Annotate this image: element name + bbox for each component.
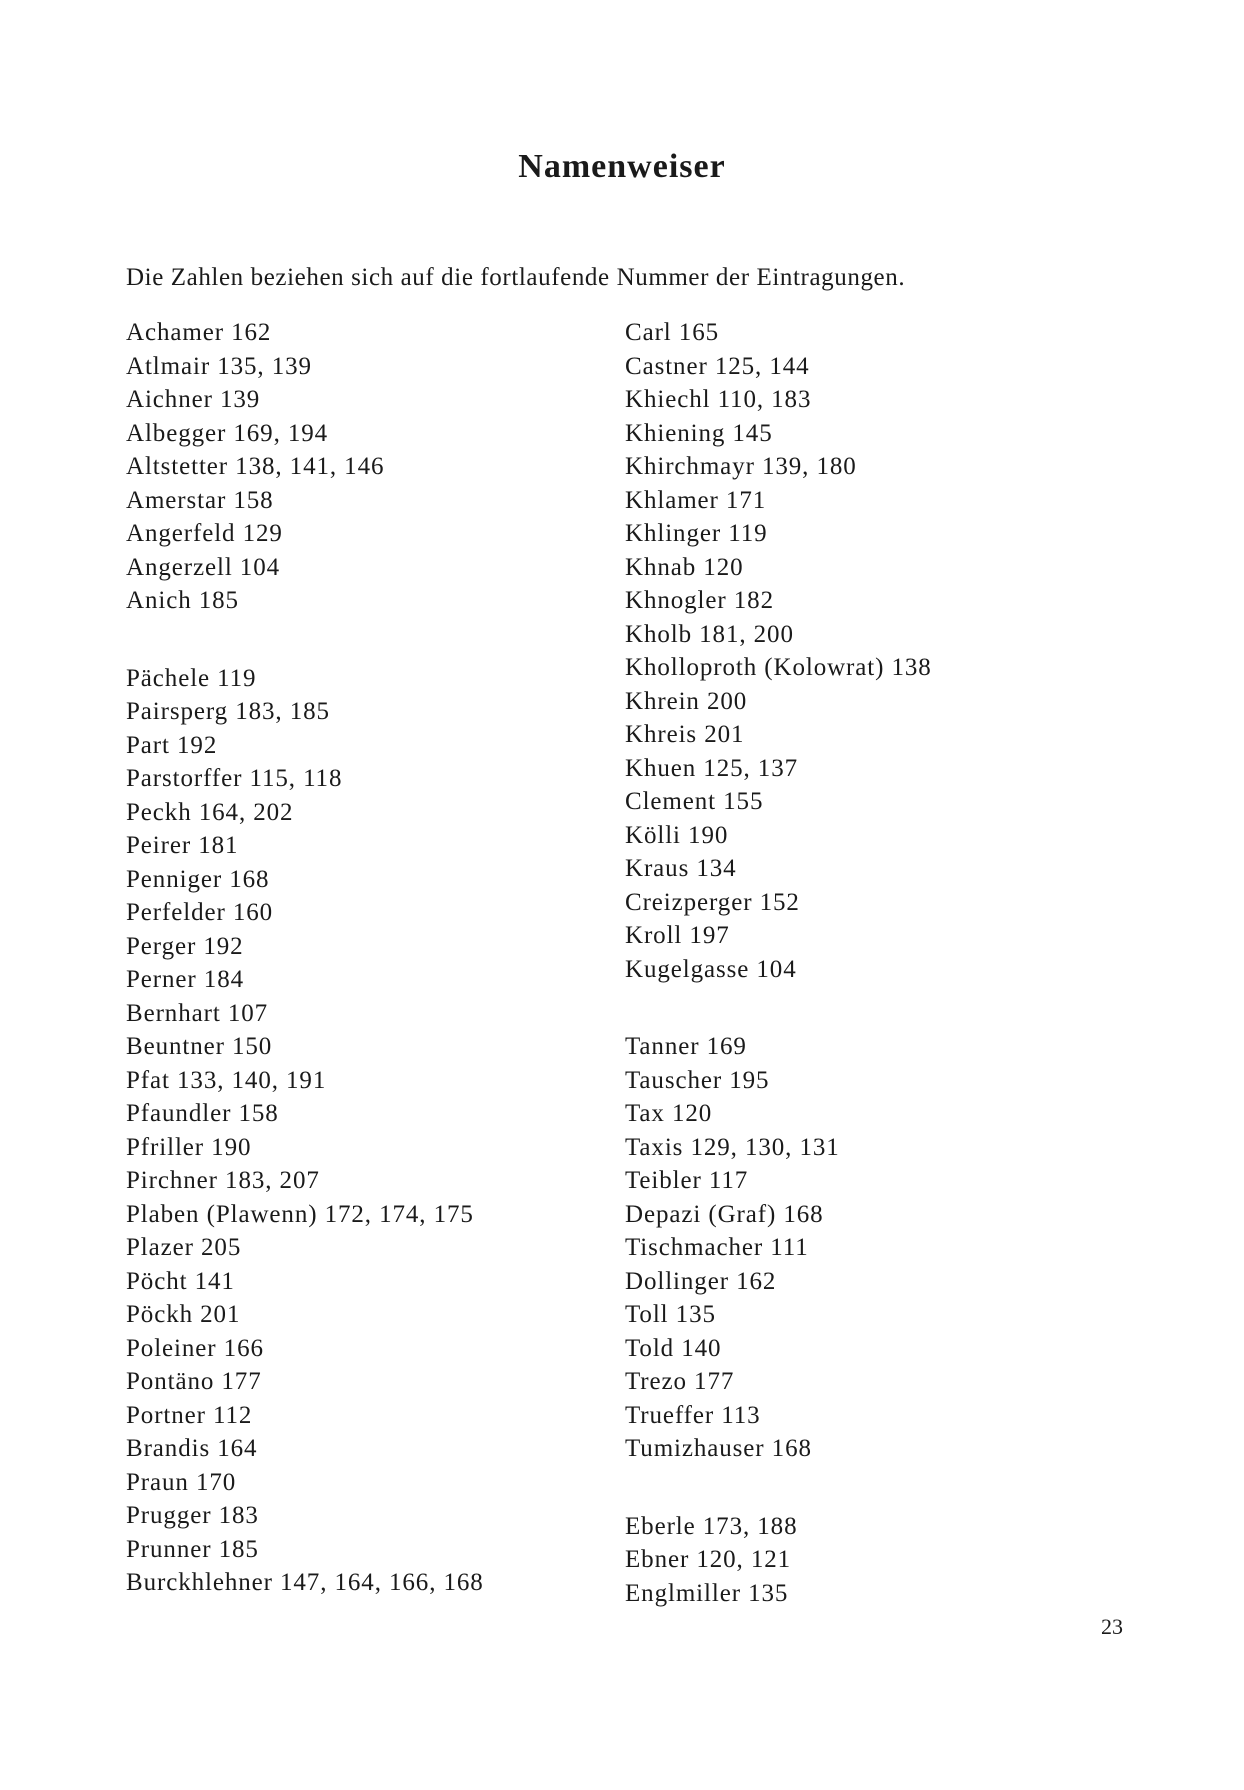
page-title: Namenweiser xyxy=(518,148,726,185)
index-group xyxy=(126,662,606,1600)
index-entry: Amerstar 158 xyxy=(126,486,274,514)
index-entry: Albegger 169, 194 xyxy=(126,419,329,447)
index-entry: Atlmair 135, 139 xyxy=(126,352,312,380)
index-entry: Teibler 117 xyxy=(625,1167,749,1194)
index-entry: Pfaundler 158 xyxy=(126,1100,279,1127)
index-entry: Peckh 164, 202 xyxy=(126,798,294,826)
index-entry: Ebner 120, 121 xyxy=(625,1546,792,1573)
index-entry: Told 140 xyxy=(625,1334,722,1362)
page-number: 23 xyxy=(1101,1614,1123,1639)
intro-text: Die Zahlen beziehen sich auf die fortlaufende Nummer der Eintragungen. xyxy=(126,264,906,291)
index-entry: Englmiller 135 xyxy=(625,1579,789,1607)
index-entry: Praun 170 xyxy=(126,1468,237,1496)
index-group xyxy=(126,316,606,618)
index-entry: Plaben (Plawenn) 172, 174, 175 xyxy=(126,1200,474,1228)
index-entry: Depazi (Graf) 168 xyxy=(625,1200,824,1228)
index-entry: Aichner 139 xyxy=(126,386,261,413)
index-entry: Tumizhauser 168 xyxy=(625,1435,812,1462)
index-entry: Pairsperg 183, 185 xyxy=(126,698,330,725)
index-entry: Pontäno 177 xyxy=(126,1368,262,1395)
index-group xyxy=(625,1510,1185,1611)
index-entry: Khnab 120 xyxy=(625,553,744,581)
index-entry: Creizperger 152 xyxy=(625,888,800,916)
index-entry: Khreis 201 xyxy=(625,721,745,748)
index-entry: Anich 185 xyxy=(126,587,239,614)
index-entry: Taxis 129, 130, 131 xyxy=(625,1133,840,1161)
index-entry: Brandis 164 xyxy=(126,1435,258,1462)
index-entry: Pirchner 183, 207 xyxy=(126,1167,320,1194)
index-entry: Kholloproth (Kolowrat) 138 xyxy=(625,654,932,681)
index-entry: Peirer 181 xyxy=(126,832,239,859)
index-entry: Parstorffer 115, 118 xyxy=(126,765,343,792)
index-entry: Bernhart 107 xyxy=(126,999,269,1027)
index-entry: Trueffer 113 xyxy=(625,1401,761,1429)
index-entry: Plazer 205 xyxy=(126,1234,242,1261)
group-gap xyxy=(126,618,606,662)
index-entry: Castner 125, 144 xyxy=(625,352,810,380)
group-gap xyxy=(625,1466,1185,1510)
index-entry: Tauscher 195 xyxy=(625,1066,770,1094)
index-entry: Prunner 185 xyxy=(126,1535,259,1563)
index-group xyxy=(625,316,1185,986)
index-entry: Kroll 197 xyxy=(625,922,730,949)
index-entry: Beuntner 150 xyxy=(126,1033,273,1060)
index-entry: Khiechl 110, 183 xyxy=(625,386,812,413)
index-entry: Khrein 200 xyxy=(625,687,748,715)
index-entry: Kölli 190 xyxy=(625,821,729,849)
index-entry: Eberle 173, 188 xyxy=(625,1512,798,1540)
index-entry: Poleiner 166 xyxy=(126,1334,264,1362)
index-entry: Carl 165 xyxy=(625,319,719,346)
index-entry: Khnogler 182 xyxy=(625,587,774,614)
index-entry: Prugger 183 xyxy=(126,1502,259,1529)
index-entry: Khuen 125, 137 xyxy=(625,754,799,782)
index-entry: Kugelgasse 104 xyxy=(625,955,797,983)
index-entry: Trezo 177 xyxy=(625,1368,735,1395)
index-entry: Khlamer 171 xyxy=(625,486,767,514)
index-entry: Khlinger 119 xyxy=(625,520,768,547)
index-entry: Perner 184 xyxy=(126,966,244,993)
index-entry: Khiening 145 xyxy=(625,419,773,447)
index-entry: Kraus 134 xyxy=(625,855,737,882)
index-entry: Pöckh 201 xyxy=(126,1301,241,1328)
index-entry: Angerfeld 129 xyxy=(126,520,283,547)
index-entry: Achamer 162 xyxy=(126,319,272,346)
index-entry: Pöcht 141 xyxy=(126,1267,235,1295)
group-gap xyxy=(625,986,1185,1030)
index-entry: Tax 120 xyxy=(625,1100,713,1127)
index-entry: Burckhlehner 147, 164, 166, 168 xyxy=(126,1569,484,1596)
index-entry: Khirchmayr 139, 180 xyxy=(625,453,857,480)
index-entry: Penniger 168 xyxy=(126,865,270,893)
index-entry: Angerzell 104 xyxy=(126,553,281,581)
index-entry: Perger 192 xyxy=(126,932,244,960)
index-entry: Clement 155 xyxy=(625,788,764,815)
index-entry: Altstetter 138, 141, 146 xyxy=(126,453,385,480)
index-entry: Toll 135 xyxy=(625,1301,716,1328)
index-entry: Portner 112 xyxy=(126,1401,253,1429)
index-entry: Dollinger 162 xyxy=(625,1267,777,1295)
index-entry: Pfat 133, 140, 191 xyxy=(126,1066,327,1094)
index-entry: Part 192 xyxy=(126,731,218,759)
index-entry: Kholb 181, 200 xyxy=(625,620,794,648)
right-column xyxy=(625,316,1185,1610)
index-entry: Pfriller 190 xyxy=(126,1133,252,1161)
index-entry: Pächele 119 xyxy=(126,664,257,692)
index-group xyxy=(625,1030,1185,1466)
index-entry: Tischmacher 111 xyxy=(625,1234,809,1261)
index-entry: Perfelder 160 xyxy=(126,899,274,926)
index-entry: Tanner 169 xyxy=(625,1033,747,1060)
left-column xyxy=(126,316,606,1600)
